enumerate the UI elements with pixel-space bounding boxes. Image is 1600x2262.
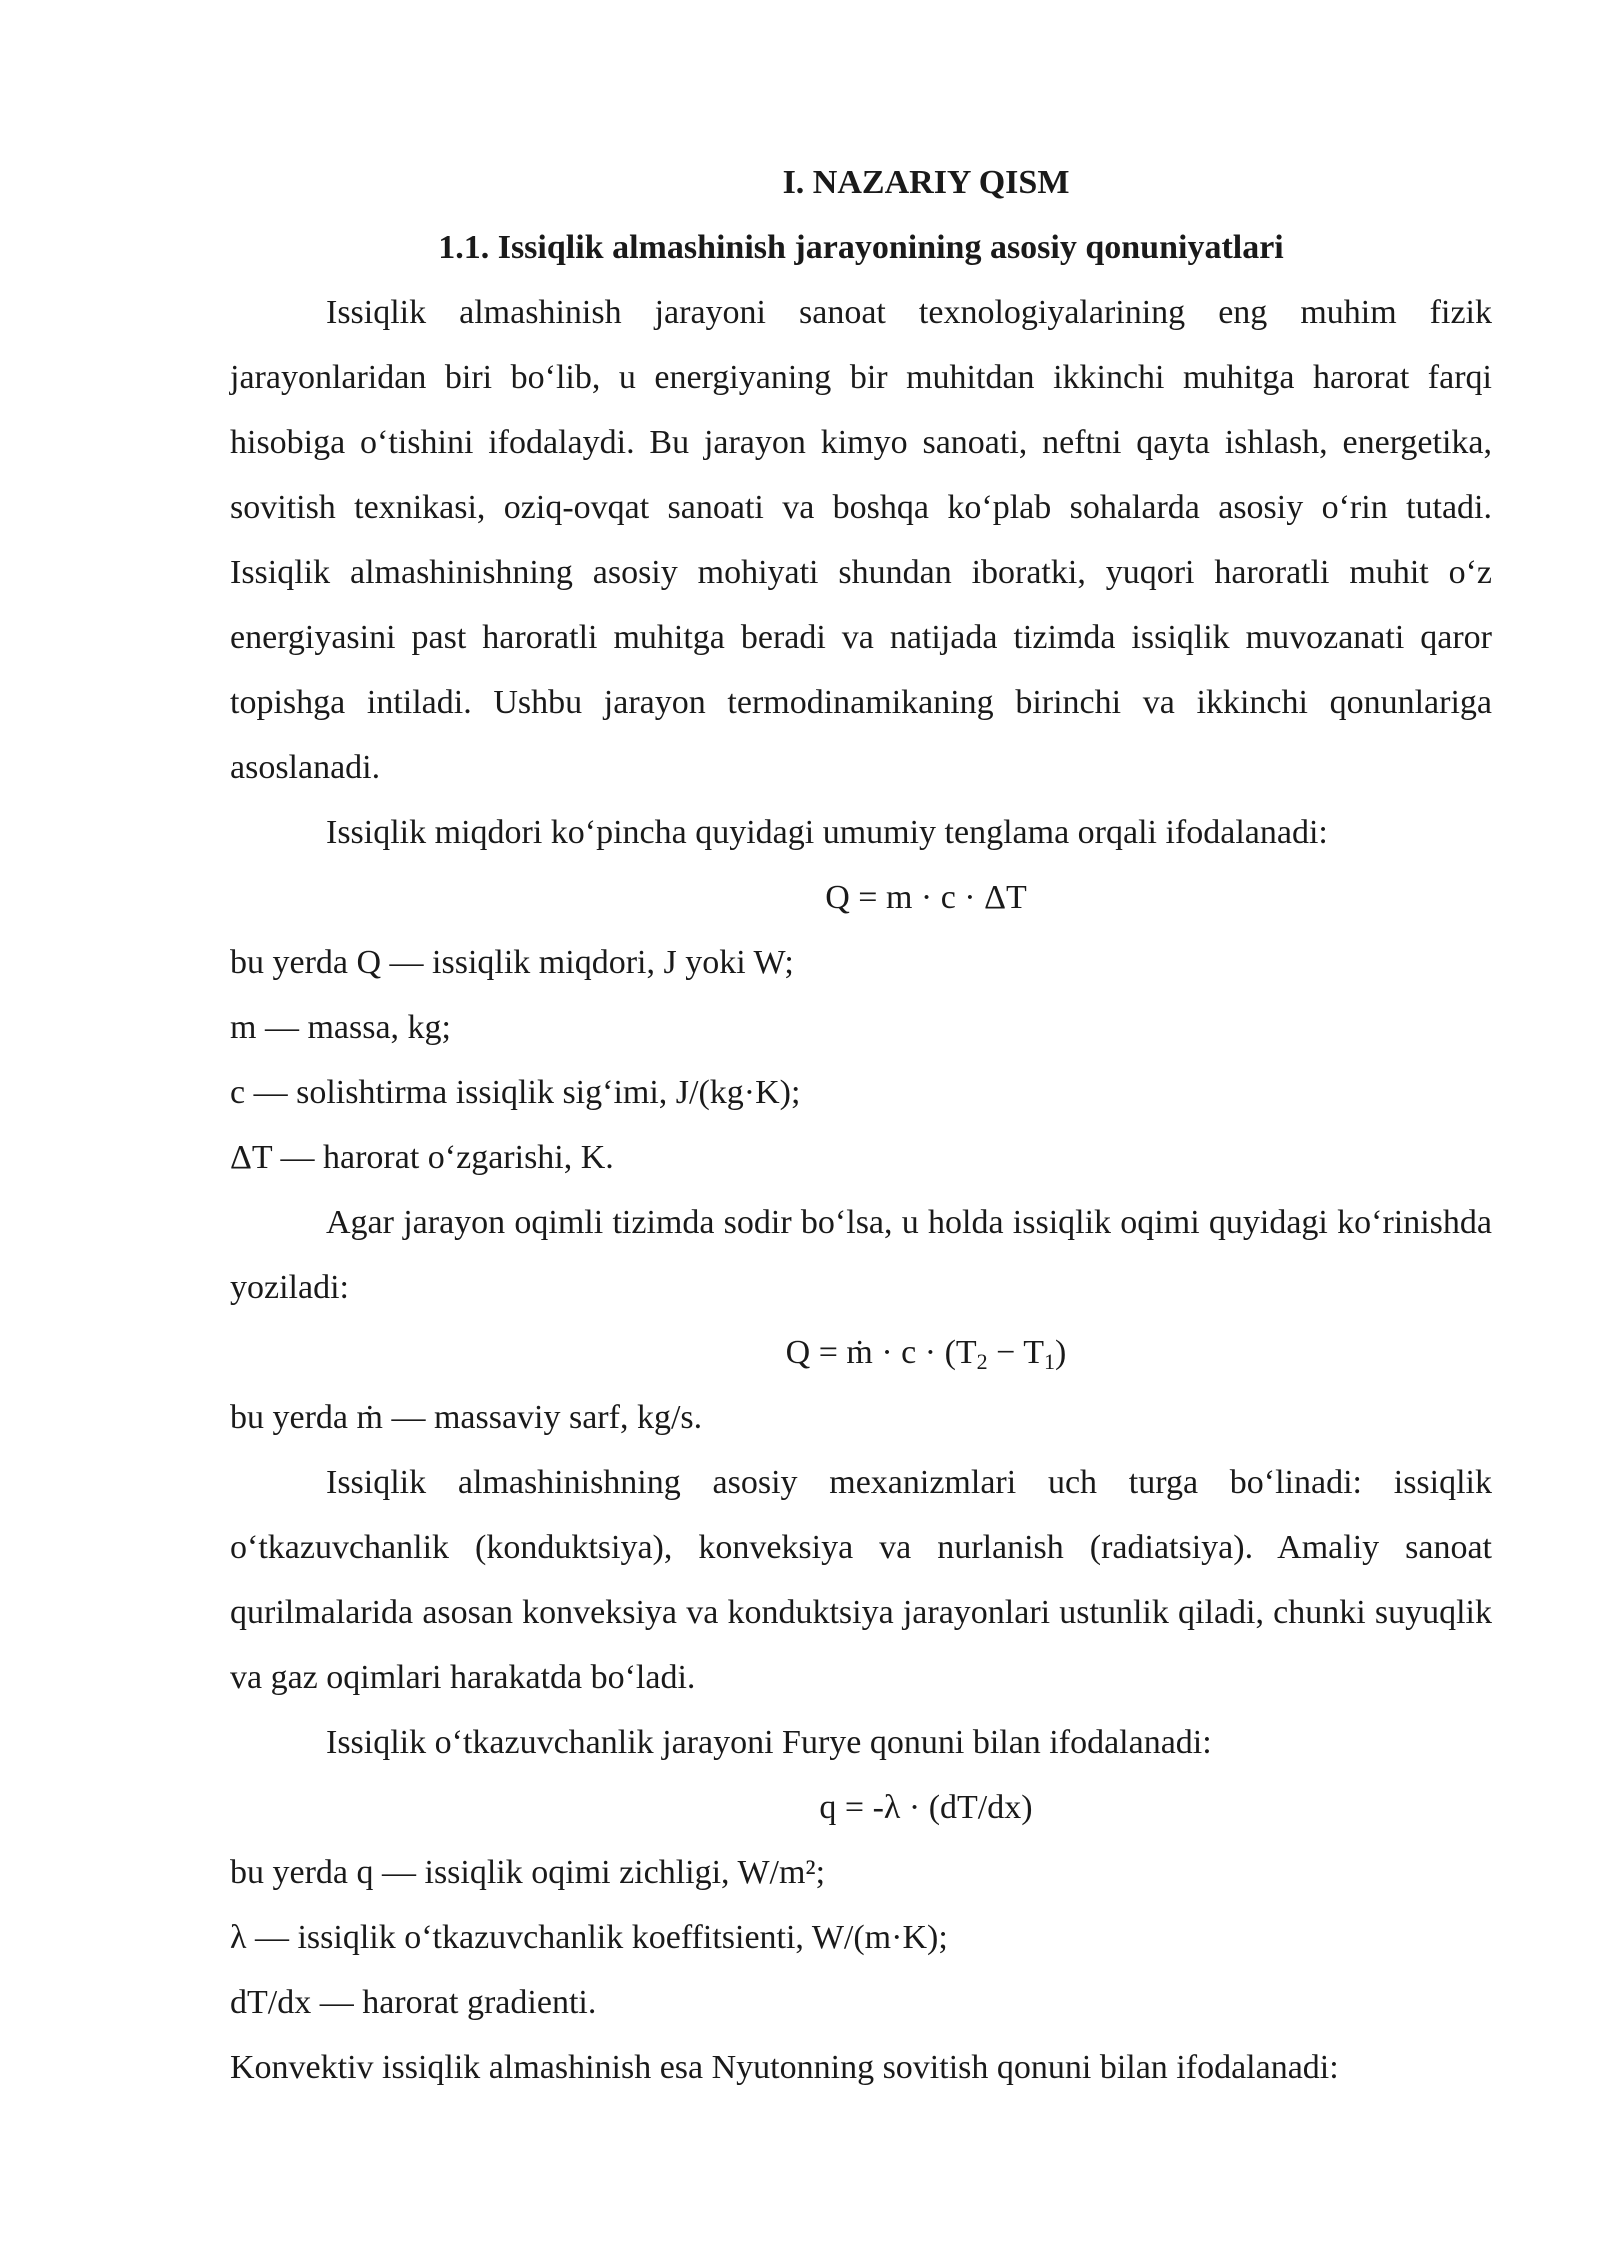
section-heading: I. NAZARIY QISM [782,164,1070,201]
definition-line: bu yerda Q — issiqlik miqdori, J yoki W; [230,944,794,981]
definition-line: m — massa, kg; [230,1009,451,1046]
formula-heat-flow-mid: − T [987,1334,1045,1371]
subscript-1: 1 [1044,1349,1056,1374]
paragraph-convective: Konvektiv issiqlik almashinish esa Nyutonning sovitish qonuni bilan ifodalanadi: [230,2049,1339,2086]
paragraph-mechanisms: Issiqlik almashinishning asosiy mexanizmlari uch turga bo‘linadi: issiqlik o‘tkazuvchanlik (konduktsiya), konveksiya va nurlanish (radiatsiya). Amaliy sanoat qurilmalarida asosan konveksiya va konduktsiya jarayonlari ustunlik qiladi, chunki suyuqlik va gaz oqimlari harakatda bo‘ladi. [230,1464,1492,1696]
paragraph-heat-quantity: Issiqlik miqdori ko‘pincha quyidagi umumiy tenglama orqali ifodalanadi: [326,814,1328,851]
document-page [230,150,1492,2100]
definition-line: dT/dx — harorat gradienti. [230,1984,597,2021]
paragraph-intro: Issiqlik almashinish jarayoni sanoat texnologiyalarining eng muhim fizik jarayonlaridan biri bo‘lib, u energiyaning bir muhitdan ikkinchi muhitga harorat farqi hisobiga o‘tishini ifodalaydi. Bu jarayon kimyo sanoati, neftni qayta ishlash, energetika, sovitish texnikasi, oziq-ovqat sanoati va boshqa ko‘plab sohalarda asosiy o‘rin tutadi. Issiqlik almashinishning asosiy mohiyati shundan iboratki, yuqori haroratli muhit o‘z energiyasini past haroratli muhitga beradi va natijada tizimda issiqlik muvozanati qaror topishga intiladi. Ushbu jarayon termodinamikaning birinchi va ikkinchi qonunlariga asoslanadi. [230,294,1492,786]
definition-line: λ — issiqlik o‘tkazuvchanlik koeffitsienti, W/(m·K); [230,1919,948,1956]
subscript-2: 2 [976,1349,988,1374]
definition-line: ΔT — harorat o‘zgarishi, K. [230,1139,614,1176]
subsection-heading: 1.1. Issiqlik almashinish jarayonining asosiy qonuniyatlari [438,229,1284,266]
paragraph-flow-system: Agar jarayon oqimli tizimda sodir bo‘lsa, u holda issiqlik oqimi quyidagi ko‘rinishda yoziladi: [230,1204,1492,1306]
paragraph-fourier: Issiqlik o‘tkazuvchanlik jarayoni Furye qonuni bilan ifodalanadi: [326,1724,1212,1761]
formula-fourier-law: q = -λ · (dT/dx) [819,1789,1033,1826]
definition-line: bu yerda q — issiqlik oqimi zichligi, W/m²; [230,1854,826,1891]
definition-line: c — solishtirma issiqlik sig‘imi, J/(kg·K); [230,1074,801,1111]
formula-heat-flow [230,1320,1492,1385]
definition-line: bu yerda ṁ — massaviy sarf, kg/s. [230,1399,703,1436]
formula-heat-flow-prefix: Q = ṁ · c · (T [785,1334,977,1371]
formula-heat-quantity: Q = m · c · ΔT [825,879,1027,916]
formula-heat-flow-suffix: ) [1055,1334,1067,1371]
